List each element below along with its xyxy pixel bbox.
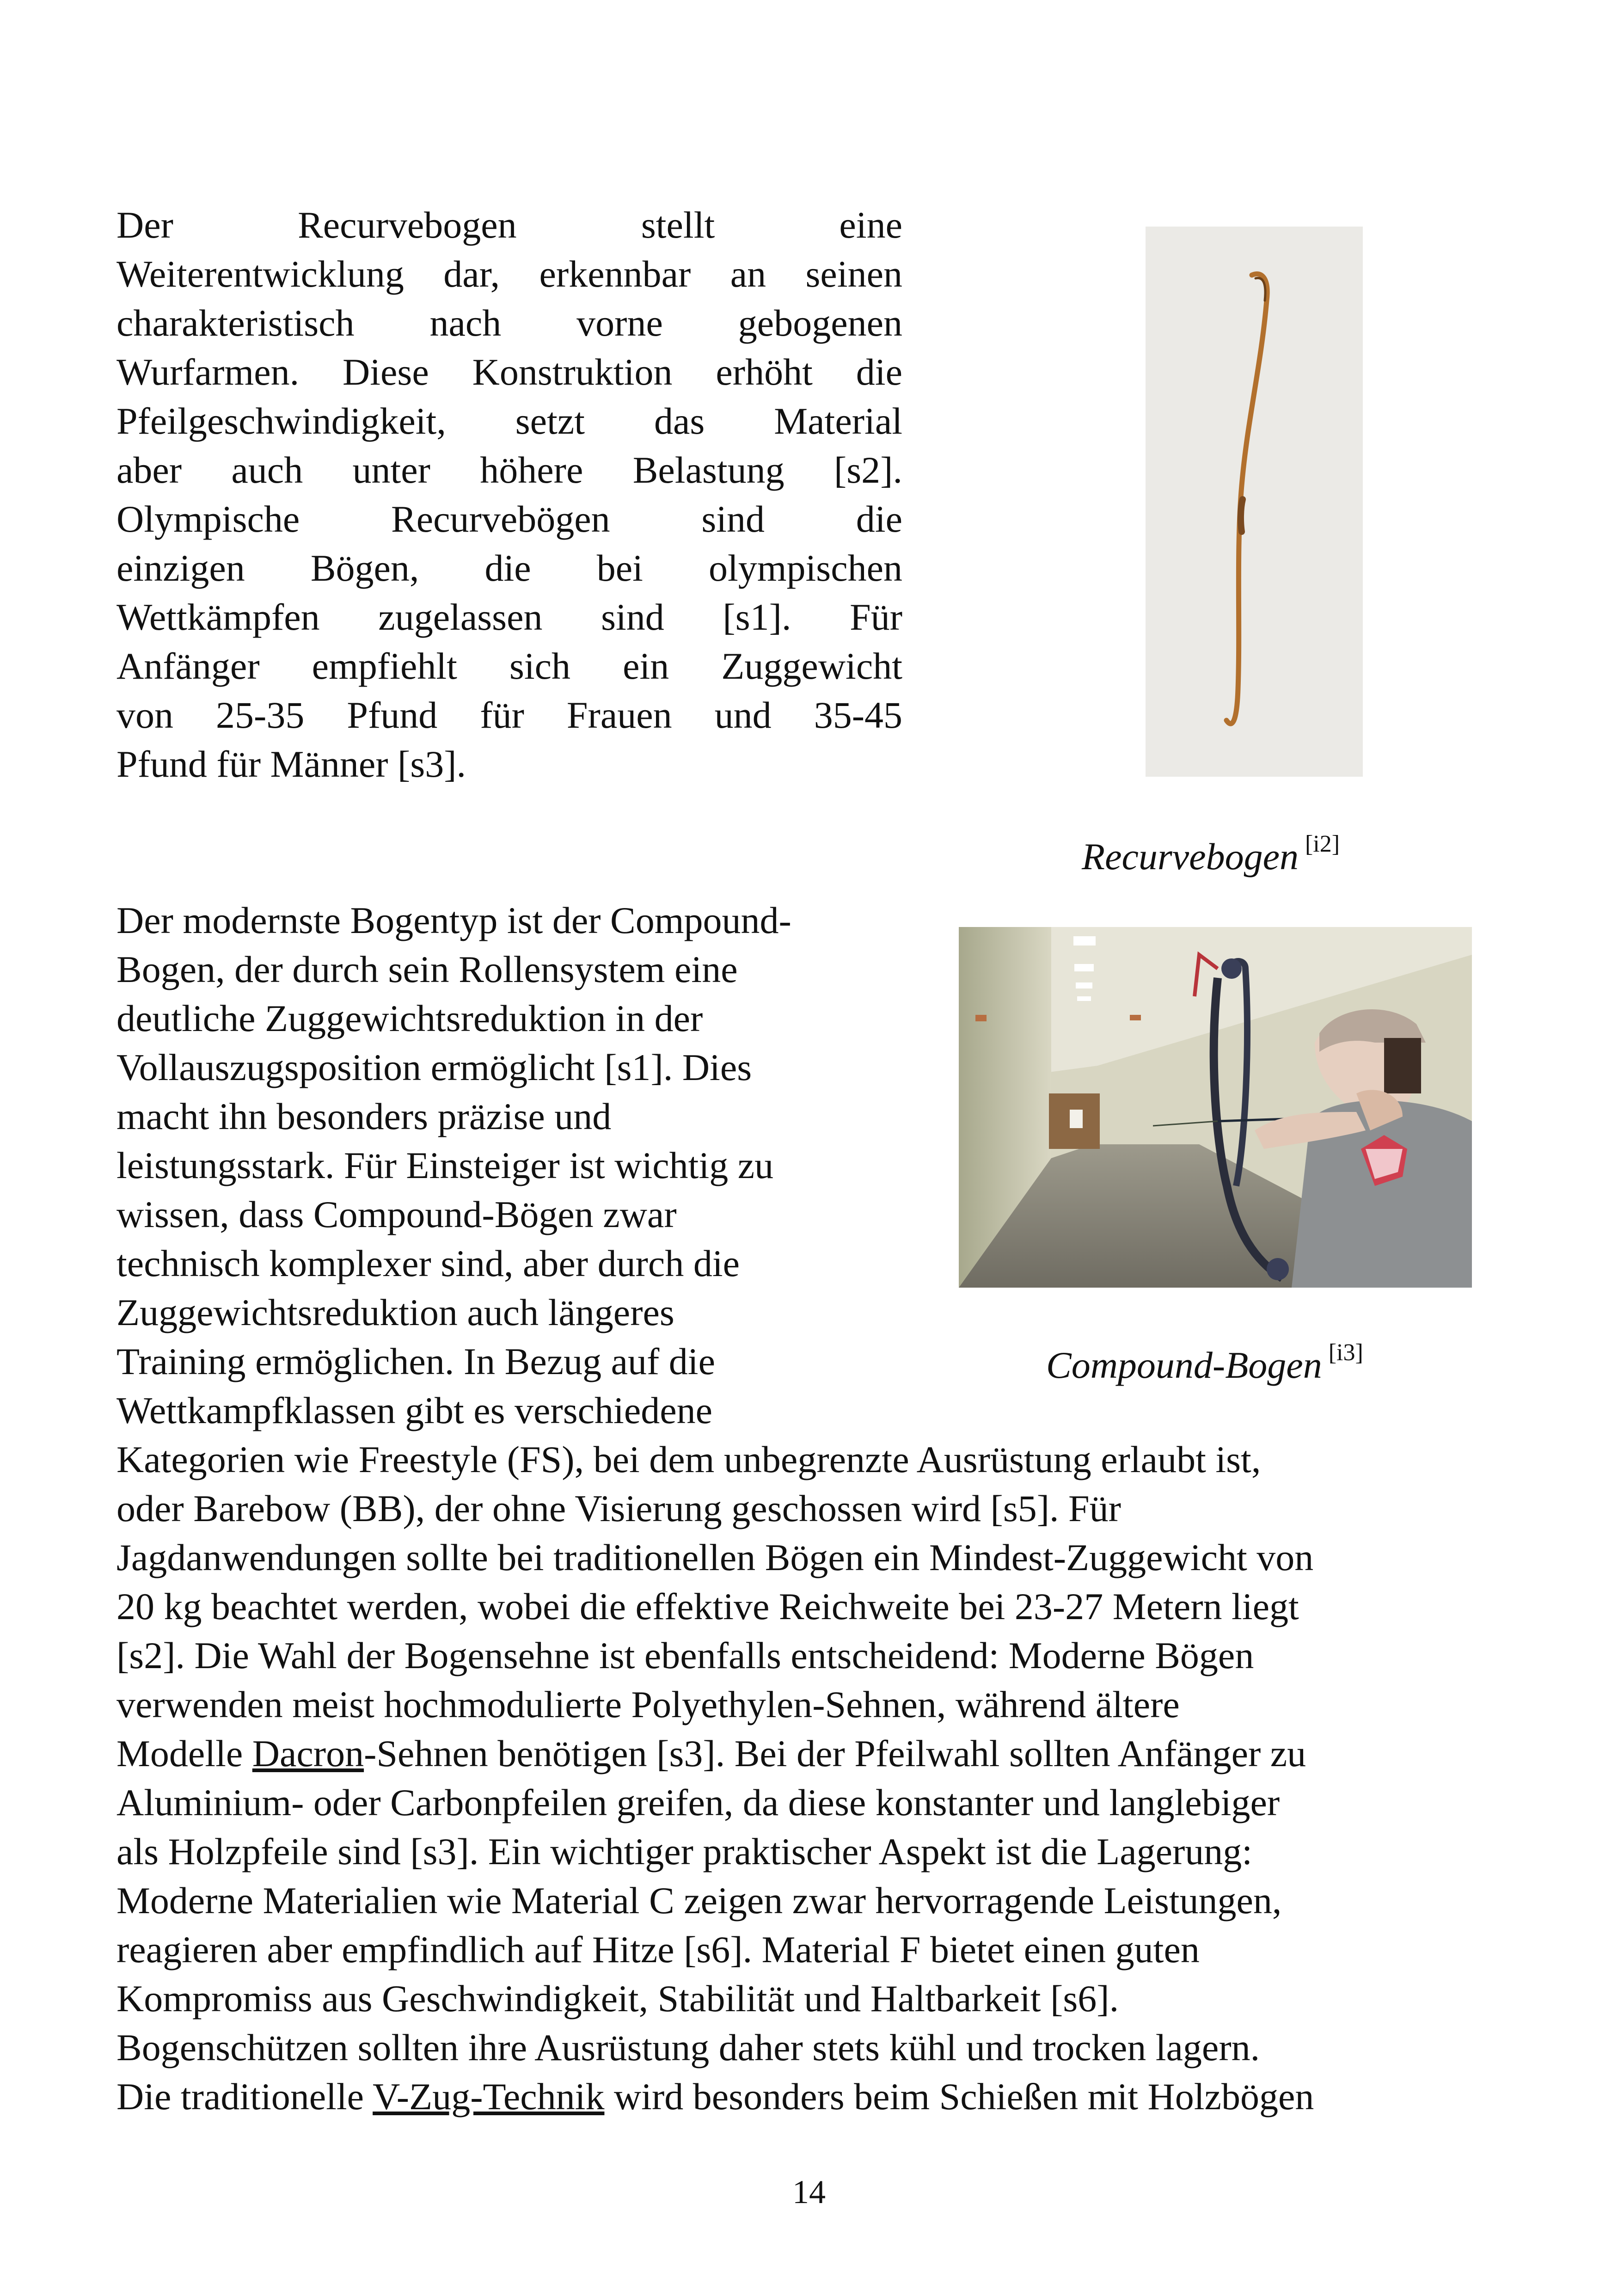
- caption-text: Recurvebogen: [1082, 835, 1299, 878]
- recurve-bow-illustration: [1146, 227, 1363, 777]
- text-line: Der Recurvebogen stellt eine: [116, 204, 902, 246]
- text-line: einzigen Bögen, die bei olympischen: [116, 547, 902, 589]
- text-line: macht ihn besonders präzise und: [116, 1095, 612, 1137]
- text-line: reagieren aber empfindlich auf Hitze [s6]. Material F bietet einen guten: [116, 1928, 1200, 1971]
- caption-text: Compound-Bogen: [1046, 1344, 1322, 1386]
- text-line: Wettkämpfen zugelassen sind [s1]. Für: [116, 596, 902, 638]
- text-line: Jagdanwendungen sollte bei traditionellen Bögen ein Mindest-Zuggewicht von: [116, 1536, 1314, 1578]
- text-segment: wird besonders beim Schießen mit Holzbögen: [604, 2075, 1314, 2118]
- dacron-link[interactable]: Dacron: [252, 1732, 364, 1774]
- recurve-bow-image: [1146, 227, 1363, 777]
- text-line: Pfeilgeschwindigkeit, setzt das Material: [116, 400, 902, 442]
- recurve-caption: [1082, 821, 1340, 880]
- text-line: Der modernste Bogentyp ist der Compound-: [116, 899, 791, 941]
- paragraph-recurve: [116, 201, 902, 789]
- text-line: verwenden meist hochmodulierte Polyethylen-Sehnen, während ältere: [116, 1683, 1180, 1725]
- text-line: Wurfarmen. Diese Konstruktion erhöht die: [116, 351, 902, 393]
- text-line: wissen, dass Compound-Bögen zwar: [116, 1193, 677, 1235]
- text-segment: -Sehnen benötigen [s3]. Bei der Pfeilwahl sollten Anfänger zu: [364, 1732, 1306, 1774]
- text-line: 20 kg beachtet werden, wobei die effektive Reichweite bei 23-27 Metern liegt: [116, 1585, 1299, 1627]
- text-line: [116, 1729, 1503, 1778]
- text-line: Aluminium- oder Carbonpfeilen greifen, da diese konstanter und langlebiger: [116, 1781, 1280, 1823]
- text-line: Kategorien wie Freestyle (FS), bei dem unbegrenzte Ausrüstung erlaubt ist,: [116, 1438, 1261, 1480]
- text-line: oder Barebow (BB), der ohne Visierung geschossen wird [s5]. Für: [116, 1487, 1121, 1529]
- v-zug-technik-link[interactable]: V-Zug-Technik: [373, 2075, 605, 2118]
- text-line: [116, 2072, 1503, 2121]
- text-line: als Holzpfeile sind [s3]. Ein wichtiger praktischer Aspekt ist die Lagerung:: [116, 1830, 1253, 1872]
- image-reference: [i3]: [1328, 1339, 1363, 1366]
- text-line: Pfund für Männer [s3].: [116, 743, 466, 785]
- text-segment: Modelle: [116, 1732, 252, 1774]
- text-line: technisch komplexer sind, aber durch die: [116, 1242, 740, 1284]
- text-line: Moderne Materialien wie Material C zeigen zwar hervorragende Leistungen,: [116, 1879, 1282, 1922]
- text-line: Training ermöglichen. In Bezug auf die: [116, 1340, 715, 1382]
- text-line: deutliche Zuggewichtsreduktion in der: [116, 997, 703, 1039]
- text-line: Anfänger empfiehlt sich ein Zuggewicht: [116, 645, 902, 687]
- paragraph-compound: [116, 896, 1503, 2121]
- text-line: aber auch unter höhere Belastung [s2].: [116, 449, 902, 491]
- text-line: Bogenschützen sollten ihre Ausrüstung daher stets kühl und trocken lagern.: [116, 2026, 1260, 2069]
- text-line: Olympische Recurvebögen sind die: [116, 498, 902, 540]
- text-line: von 25-35 Pfund für Frauen und 35-45: [116, 694, 902, 736]
- text-line: Bogen, der durch sein Rollensystem eine: [116, 948, 738, 990]
- text-line: Weiterentwicklung dar, erkennbar an seinen: [116, 253, 902, 295]
- text-line: [s2]. Die Wahl der Bogensehne ist ebenfalls entscheidend: Moderne Bögen: [116, 1634, 1254, 1676]
- text-line: Zuggewichtsreduktion auch längeres: [116, 1291, 674, 1333]
- text-line: Kompromiss aus Geschwindigkeit, Stabilität und Haltbarkeit [s6].: [116, 1977, 1119, 2020]
- text-line: charakteristisch nach vorne gebogenen: [116, 302, 902, 344]
- text-line: leistungsstark. Für Einsteiger ist wichtig zu: [116, 1144, 774, 1186]
- image-reference: [i2]: [1305, 831, 1340, 857]
- text-line: Vollauszugsposition ermöglicht [s1]. Dies: [116, 1046, 752, 1088]
- text-segment: Die traditionelle: [116, 2075, 373, 2118]
- page-number: 14: [792, 2173, 826, 2210]
- text-line: Wettkampfklassen gibt es verschiedene: [116, 1389, 713, 1431]
